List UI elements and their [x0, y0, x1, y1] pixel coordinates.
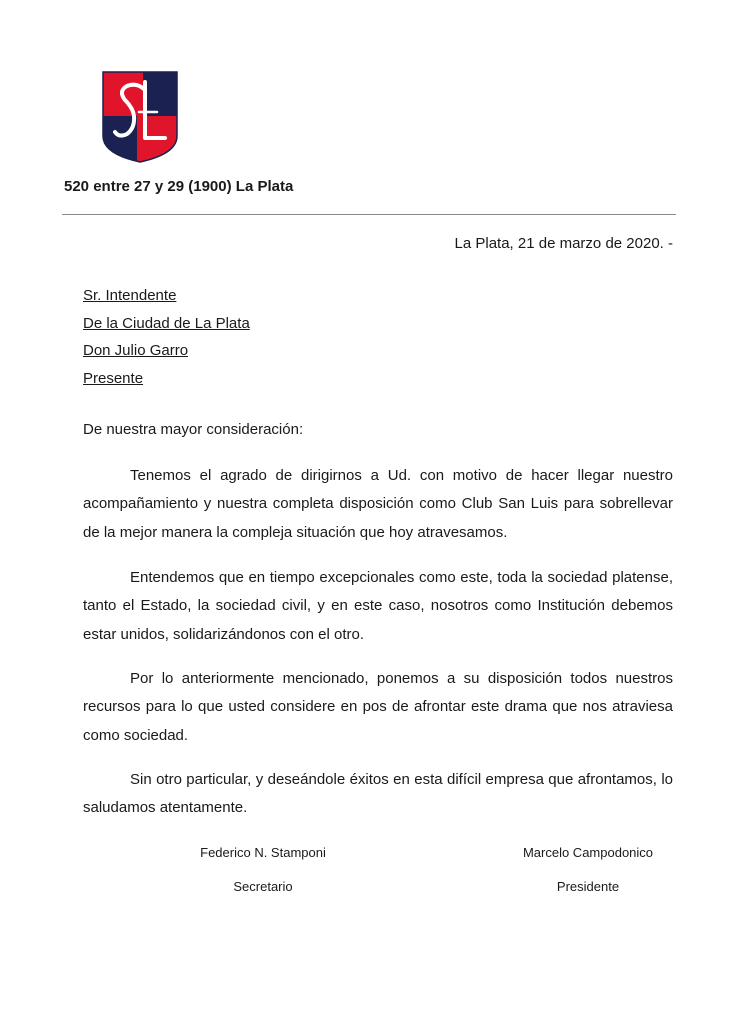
signature-name-president: Marcelo Campodonico: [522, 845, 654, 860]
signature-role-president: Presidente: [556, 879, 620, 894]
addressee-line: De la Ciudad de La Plata: [83, 314, 250, 332]
letter-paragraph: Entendemos que en tiempo excepcionales como este, toda la sociedad platense, tanto el Estado, la sociedad civil, y en este caso, nosotros como Institución debemos estar unidos, solidarizándonos con el otro.: [83, 569, 673, 643]
club-address: 520 entre 27 y 29 (1900) La Plata: [64, 178, 294, 195]
letter-paragraph: Por lo anteriormente mencionado, ponemos a su disposición todos nuestros recursos para lo que usted considere en pos de afrontar este drama que nos atraviesa como sociedad.: [83, 670, 673, 744]
salutation: De nuestra mayor consideración:: [83, 421, 304, 438]
signature-role-secretary: Secretario: [233, 879, 293, 894]
addressee-line: Presente: [83, 370, 144, 388]
letter-paragraph: Sin otro particular, y deseándole éxitos en esta difícil empresa que afrontamos, lo saludamos atentamente.: [83, 771, 673, 817]
addressee-block: [83, 282, 250, 393]
header-divider: [62, 214, 676, 215]
letter-paragraph: Tenemos el agrado de dirigirnos a Ud. con motivo de hacer llegar nuestro acompañamiento y nuestra completa disposición como Club San Luis para sobrellevar de la mejor manera la compleja situación que hoy atravesamos.: [83, 467, 673, 541]
signature-name-secretary: Federico N. Stamponi: [200, 845, 326, 860]
letter-date: La Plata, 21 de marzo de 2020. -: [454, 235, 673, 252]
addressee-line: Sr. Intendente: [83, 287, 177, 304]
addressee-line: Don Julio Garro: [83, 342, 189, 360]
club-san-luis-crest-icon: [101, 70, 179, 164]
